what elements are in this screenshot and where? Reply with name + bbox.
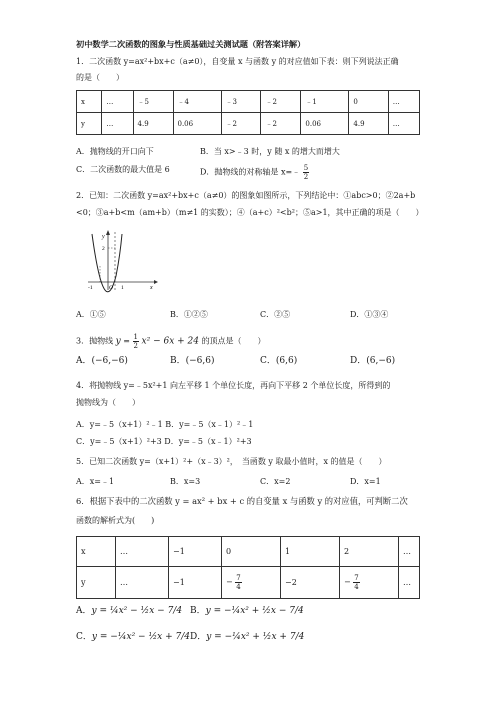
q5-option-b: B．x=3	[170, 477, 201, 486]
q4-options-ab: A．y=﹣5（x+1）²﹣1 B．y=﹣5（x﹣1）²﹣1	[76, 420, 254, 429]
q1-cell: …	[102, 113, 133, 135]
q6-option-c	[76, 632, 190, 643]
q2-stem-line1: 2．已知：二次函数 y=ax²+bx+c（a≠0）的图象如图所示，下列结论中：①abc>0；②2a+b	[76, 191, 416, 200]
q6-frac-sign: −	[226, 577, 233, 587]
q6-frac-num: 7	[354, 574, 359, 582]
q2-stem-line2: <0；③a+b<m（am+b）（m≠1 的实数）；④（a+c）²<b²；⑤a>1，其中正确的项是（ ）	[76, 208, 424, 217]
q3-option-d-label: D．	[350, 356, 367, 366]
q3-option-b	[170, 356, 215, 367]
q3-option-b-value: (−6,6)	[185, 356, 215, 366]
q6-cell: −2	[281, 567, 340, 599]
x-axis-arrow	[154, 280, 158, 284]
q1-cell: …	[388, 91, 419, 113]
q1-cell: 0.06	[301, 113, 349, 135]
q6-value-table	[76, 536, 420, 599]
q1-cell: y	[77, 113, 102, 135]
q3-frac-num: 1	[133, 333, 138, 341]
q6-cell: …	[116, 567, 169, 599]
origin-label: O	[109, 285, 113, 291]
q6-cell: x	[77, 537, 116, 567]
q1-cell: ﹣2	[221, 113, 261, 135]
q2-option-c: C．②⑤	[260, 310, 291, 319]
q6-row-y	[77, 567, 420, 599]
q1-cell: ﹣3	[221, 91, 261, 113]
q3-frac-den: 2	[133, 342, 138, 350]
q1-row-x	[77, 91, 420, 113]
q6-cell: −1	[169, 537, 222, 567]
q3-stem-pre: 3．抛物线	[76, 336, 114, 346]
q1-cell: …	[388, 113, 419, 135]
q6-cell-fraction	[222, 567, 281, 599]
q6-option-a-label: A．	[76, 606, 92, 616]
q1-frac-num: 5	[303, 164, 309, 172]
q6-cell: 0	[222, 537, 281, 567]
q6-option-c-expr: y = −¼x² − ½x + 7/4	[91, 632, 190, 642]
q3-stem-post: 的顶点是（ ）	[201, 336, 266, 346]
q1-frac-den: 2	[303, 173, 309, 181]
q1-cell: ﹣4	[173, 91, 221, 113]
q3-option-a-value: (−6,−6)	[91, 356, 128, 366]
q4-stem-line2: 抛物线为（ ）	[76, 398, 140, 407]
q6-option-b-label: B．	[190, 606, 206, 616]
q1-cell: …	[102, 91, 133, 113]
q4-stem-line1: 4．将抛物线 y=﹣5x²+1 向左平移 1 个单位长度，再向下平移 2 个单位长度，所得到的	[76, 381, 391, 390]
q3-option-c-label: C．	[260, 356, 276, 366]
q3-option-d-value: (6,−6)	[366, 356, 396, 366]
q3-rest: x² − 6x + 24	[141, 336, 200, 347]
q6-frac-sign: −	[344, 577, 351, 587]
q6-frac-num: 7	[236, 574, 241, 582]
axis-label-x: x	[150, 285, 153, 291]
q2-parabola-graph	[86, 226, 160, 294]
q1-cell: 4.9	[133, 113, 173, 135]
q5-option-c: C．x=2	[260, 477, 291, 486]
q6-cell: …	[116, 537, 169, 567]
q6-cell: −1	[169, 567, 222, 599]
q1-cell: ﹣1	[301, 91, 349, 113]
q6-option-a	[76, 606, 182, 617]
q1-row-y	[77, 113, 420, 135]
q6-option-d-label: D．	[190, 632, 207, 642]
q6-option-b-expr: y = −¼x² + ½x − 7/4	[205, 606, 304, 616]
q6-frac-den: 4	[236, 583, 241, 591]
q6-option-d-expr: y = −¼x² + ½x + 7/4	[206, 632, 305, 642]
tick-label-1: 1	[121, 285, 124, 291]
q1-cell: ﹣2	[261, 91, 301, 113]
q6-option-b	[190, 606, 304, 617]
q1-cell: ﹣2	[261, 113, 301, 135]
q6-row-x	[77, 537, 420, 567]
q1-stem-line1: 1．二次函数 y=ax²+bx+c（a≠0），自变量 x 与函数 y 的对应值如下表：则下列说法正确	[76, 57, 399, 66]
q5-stem: 5．已知二次函数 y=（x+1）²+（x﹣3）²， 当函数 y 取最小值时，x 的值是（ ）	[76, 457, 387, 466]
q1-cell: 4.9	[349, 113, 388, 135]
q4-options-cd: C．y=﹣5（x+1）²+3 D．y=﹣5（x﹣1）²+3	[76, 437, 252, 446]
q3-option-b-label: B．	[170, 356, 186, 366]
q6-fraction	[235, 574, 241, 591]
q1-cell: 0	[349, 91, 388, 113]
q1-option-b: B．当 x>﹣3 时，y 随 x 的增大而增大	[200, 147, 340, 156]
q6-stem-line2: 函数的解析式为( )	[76, 516, 155, 525]
q1-option-a: A．抛物线的开口向下	[76, 147, 154, 156]
q6-stem-line1: 6．根据下表中的二次函数 y = ax² + bx + c 的自变量 x 与函数 y 的对应值，可判断二次	[76, 496, 408, 506]
q3-stem	[76, 333, 266, 350]
q6-fraction	[353, 574, 359, 591]
q3-fraction	[133, 333, 139, 350]
q1-cell: 0.06	[173, 113, 221, 135]
q3-option-c-value: (6,6)	[275, 356, 298, 366]
q5-option-a: A．x=﹣1	[76, 477, 115, 486]
q1-option-d-text: D．抛物线的对称轴是 x=﹣	[200, 167, 301, 177]
q6-cell: …	[399, 537, 420, 567]
q2-option-b: B．①②⑤	[170, 310, 208, 319]
q2-option-a: A．①⑤	[76, 310, 106, 319]
document-title: 初中数学二次函数的图象与性质基础过关测试题（附答案详解）	[76, 39, 306, 49]
q6-frac-den: 4	[354, 583, 359, 591]
q6-cell-fraction	[340, 567, 399, 599]
q6-option-a-expr: y = ¼x² − ½x − 7/4	[91, 606, 183, 616]
q2-option-d: D．①③④	[350, 310, 389, 319]
q1-value-table	[76, 90, 420, 135]
q1-option-d	[200, 164, 309, 181]
q3-option-d	[350, 356, 395, 367]
tick-label-2: 2	[102, 246, 105, 252]
axis-label-y: y	[102, 234, 105, 240]
q6-cell: 2	[340, 537, 399, 567]
q3-eq: =	[123, 336, 130, 346]
q1-option-c: C．二次函数的最大值是 6	[76, 165, 170, 174]
q6-cell: …	[399, 567, 420, 599]
y-axis-arrow	[106, 230, 110, 235]
q3-y: y	[115, 336, 121, 347]
q5-option-d: D．x=1	[350, 477, 381, 486]
q3-option-a	[76, 356, 128, 367]
q3-option-c	[260, 356, 297, 367]
q6-cell: 1	[281, 537, 340, 567]
q1-cell: ﹣5	[133, 91, 173, 113]
q6-cell: y	[77, 567, 116, 599]
q1-option-d-fraction	[303, 164, 309, 181]
q1-stem-line2: 的是（ ）	[76, 73, 124, 82]
tick-label-neg1: -1	[88, 285, 93, 291]
q1-cell: x	[77, 91, 102, 113]
q3-option-a-label: A．	[76, 356, 92, 366]
q6-option-d	[190, 632, 304, 643]
q6-option-c-label: C．	[76, 632, 92, 642]
parabola-curve	[92, 234, 122, 292]
